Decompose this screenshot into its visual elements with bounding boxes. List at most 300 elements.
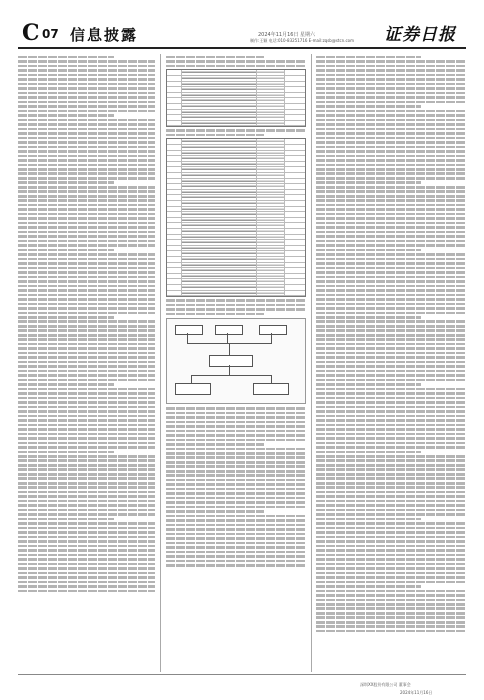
text-line bbox=[316, 226, 466, 229]
text-line bbox=[316, 316, 421, 319]
ownership-structure-diagram bbox=[166, 318, 306, 404]
text-line bbox=[18, 347, 155, 350]
diagram-connector bbox=[227, 333, 228, 343]
text-line bbox=[166, 434, 306, 437]
text-line bbox=[316, 285, 466, 288]
text-line bbox=[18, 110, 155, 113]
text-line bbox=[316, 527, 466, 530]
text-line bbox=[316, 545, 466, 548]
text-line bbox=[316, 410, 466, 413]
text-line bbox=[18, 370, 155, 373]
text-line bbox=[18, 289, 155, 292]
text-line bbox=[316, 235, 466, 238]
text-line bbox=[316, 563, 466, 566]
text-line bbox=[316, 325, 466, 328]
text-line bbox=[316, 415, 466, 418]
text-line bbox=[18, 388, 155, 391]
text-line bbox=[316, 267, 466, 270]
text-line bbox=[316, 392, 466, 395]
text-line bbox=[18, 329, 155, 332]
text-line bbox=[316, 428, 466, 431]
column-1 bbox=[18, 54, 155, 674]
diagram-connector bbox=[229, 343, 230, 355]
text-line bbox=[18, 56, 114, 59]
text-line bbox=[316, 468, 466, 471]
text-line bbox=[316, 406, 466, 409]
text-line bbox=[166, 425, 306, 428]
text-line bbox=[316, 222, 466, 225]
diagram-node bbox=[259, 325, 287, 335]
text-line bbox=[316, 419, 466, 422]
text-line bbox=[18, 316, 114, 319]
text-line bbox=[316, 83, 466, 86]
text-line bbox=[316, 96, 466, 99]
text-line bbox=[316, 150, 466, 153]
text-line bbox=[166, 452, 306, 455]
text-line bbox=[316, 329, 466, 332]
text-line bbox=[18, 186, 155, 189]
text-line bbox=[316, 119, 466, 122]
text-line bbox=[316, 621, 466, 624]
text-line bbox=[18, 576, 155, 579]
text-line bbox=[18, 164, 155, 167]
text-line bbox=[18, 69, 155, 72]
text-line bbox=[18, 374, 155, 377]
text-line bbox=[166, 470, 306, 473]
text-line bbox=[316, 181, 421, 184]
text-line bbox=[166, 308, 306, 311]
text-line bbox=[18, 285, 155, 288]
text-line bbox=[18, 392, 155, 395]
text-line bbox=[18, 554, 155, 557]
text-line bbox=[18, 549, 155, 552]
text-line bbox=[316, 92, 466, 95]
text-line bbox=[316, 128, 466, 131]
text-line bbox=[18, 222, 155, 225]
text-line bbox=[316, 298, 466, 301]
text-line bbox=[316, 146, 466, 149]
section-title: 信息披露 bbox=[70, 26, 139, 44]
text-line bbox=[166, 299, 306, 302]
diagram-connector bbox=[229, 365, 230, 375]
text-line bbox=[166, 313, 264, 316]
text-line bbox=[316, 625, 466, 628]
text-line bbox=[166, 461, 306, 464]
text-line bbox=[316, 334, 466, 337]
text-line bbox=[166, 515, 306, 518]
text-line bbox=[316, 159, 466, 162]
text-line bbox=[18, 585, 155, 588]
text-line bbox=[316, 630, 466, 633]
text-line bbox=[166, 304, 306, 307]
text-line bbox=[316, 370, 466, 373]
text-line bbox=[18, 581, 155, 584]
text-line bbox=[166, 465, 306, 468]
text-line bbox=[18, 231, 155, 234]
text-line bbox=[316, 572, 466, 575]
text-line bbox=[316, 253, 466, 256]
text-line bbox=[316, 289, 466, 292]
text-line bbox=[316, 361, 466, 364]
text-line bbox=[316, 78, 466, 81]
text-line bbox=[166, 488, 306, 491]
table-row bbox=[167, 121, 305, 127]
text-line bbox=[316, 464, 466, 467]
text-line bbox=[18, 572, 155, 575]
text-line bbox=[18, 567, 155, 570]
text-line bbox=[316, 190, 466, 193]
text-line bbox=[18, 181, 114, 184]
text-line bbox=[18, 199, 155, 202]
text-line bbox=[316, 347, 466, 350]
text-line bbox=[18, 531, 155, 534]
text-line bbox=[166, 479, 306, 482]
text-line bbox=[316, 132, 466, 135]
text-line bbox=[18, 513, 155, 516]
text-line bbox=[316, 60, 466, 63]
text-line bbox=[316, 101, 466, 104]
text-line bbox=[166, 65, 306, 68]
text-line bbox=[316, 459, 466, 462]
text-line bbox=[316, 567, 466, 570]
text-line bbox=[166, 510, 264, 513]
text-line bbox=[18, 334, 155, 337]
text-line bbox=[166, 60, 306, 63]
text-line bbox=[18, 486, 155, 489]
text-line bbox=[18, 128, 155, 131]
text-line bbox=[316, 356, 466, 359]
text-line bbox=[18, 78, 155, 81]
text-line bbox=[166, 56, 264, 59]
text-line bbox=[18, 419, 155, 422]
text-line bbox=[166, 134, 264, 137]
text-line bbox=[316, 365, 466, 368]
text-line bbox=[166, 421, 306, 424]
text-line bbox=[18, 563, 155, 566]
text-line bbox=[18, 132, 155, 135]
text-line bbox=[18, 204, 155, 207]
text-line bbox=[18, 468, 155, 471]
text-line bbox=[316, 249, 421, 252]
text-line bbox=[18, 451, 114, 454]
text-line bbox=[316, 607, 466, 610]
text-line bbox=[18, 87, 155, 90]
text-line bbox=[18, 123, 155, 126]
text-line bbox=[316, 388, 466, 391]
text-line bbox=[18, 325, 155, 328]
text-line bbox=[316, 114, 466, 117]
text-line bbox=[316, 186, 466, 189]
text-line bbox=[316, 312, 466, 315]
text-line bbox=[18, 415, 155, 418]
text-line bbox=[316, 65, 466, 68]
diagram-connector bbox=[191, 375, 192, 383]
text-line bbox=[316, 204, 466, 207]
text-line bbox=[316, 280, 466, 283]
text-line bbox=[166, 533, 306, 536]
text-line bbox=[18, 101, 155, 104]
text-line bbox=[18, 545, 155, 548]
text-line bbox=[166, 501, 306, 504]
diagram-connector bbox=[191, 375, 271, 376]
newspaper-logo: 证券日报 bbox=[384, 25, 456, 45]
text-line bbox=[18, 276, 155, 279]
text-line bbox=[316, 208, 466, 211]
text-line bbox=[316, 486, 466, 489]
text-line bbox=[316, 549, 466, 552]
text-line bbox=[18, 352, 155, 355]
text-line bbox=[166, 551, 306, 554]
text-line bbox=[166, 564, 306, 567]
text-line bbox=[316, 217, 466, 220]
text-line bbox=[316, 500, 466, 503]
text-line bbox=[18, 504, 155, 507]
text-line bbox=[166, 448, 306, 451]
text-line bbox=[316, 199, 466, 202]
page-header bbox=[0, 0, 484, 46]
text-line bbox=[18, 343, 155, 346]
text-line bbox=[18, 406, 155, 409]
text-line bbox=[18, 500, 155, 503]
text-line bbox=[18, 177, 155, 180]
text-line bbox=[166, 430, 306, 433]
text-line bbox=[18, 356, 155, 359]
text-line bbox=[18, 60, 155, 63]
footer-date: 2024年11月16日 bbox=[400, 690, 433, 695]
text-line bbox=[18, 590, 155, 593]
text-line bbox=[316, 240, 466, 243]
text-line bbox=[316, 504, 466, 507]
text-line bbox=[166, 546, 306, 549]
text-line bbox=[166, 528, 306, 531]
text-line bbox=[316, 603, 466, 606]
text-line bbox=[316, 585, 421, 588]
text-line bbox=[18, 280, 155, 283]
text-line bbox=[18, 338, 155, 341]
text-line bbox=[18, 235, 155, 238]
text-line bbox=[18, 226, 155, 229]
diagram-node bbox=[215, 325, 243, 335]
text-line bbox=[18, 307, 155, 310]
diagram-node bbox=[253, 383, 289, 395]
text-line bbox=[18, 464, 155, 467]
text-line bbox=[18, 379, 155, 382]
text-line bbox=[18, 65, 155, 68]
text-line bbox=[316, 307, 466, 310]
text-line bbox=[316, 495, 466, 498]
text-line bbox=[316, 446, 466, 449]
text-line bbox=[18, 298, 155, 301]
text-line bbox=[18, 249, 114, 252]
text-line bbox=[316, 379, 466, 382]
text-line bbox=[316, 168, 466, 171]
text-line bbox=[316, 338, 466, 341]
text-line bbox=[316, 513, 466, 516]
text-line bbox=[316, 262, 466, 265]
diagram-node bbox=[175, 383, 211, 395]
text-line bbox=[166, 439, 306, 442]
text-line bbox=[316, 424, 466, 427]
text-line bbox=[18, 473, 155, 476]
text-line bbox=[316, 303, 466, 306]
text-line bbox=[18, 190, 155, 193]
text-line bbox=[18, 240, 155, 243]
text-line bbox=[316, 374, 466, 377]
text-line bbox=[18, 437, 155, 440]
section-letter: C bbox=[22, 20, 39, 46]
text-line bbox=[18, 105, 155, 108]
text-line bbox=[18, 155, 155, 158]
text-line bbox=[316, 123, 466, 126]
text-line bbox=[166, 542, 306, 545]
text-line bbox=[18, 146, 155, 149]
text-line bbox=[316, 437, 466, 440]
text-line bbox=[166, 474, 306, 477]
text-line bbox=[18, 74, 155, 77]
text-line bbox=[18, 477, 155, 480]
text-line bbox=[18, 294, 155, 297]
text-line bbox=[316, 352, 466, 355]
text-line bbox=[316, 590, 466, 593]
text-line bbox=[18, 83, 155, 86]
text-line bbox=[18, 540, 155, 543]
text-line bbox=[18, 172, 155, 175]
text-line bbox=[316, 244, 466, 247]
text-line bbox=[316, 258, 466, 261]
text-line bbox=[18, 217, 155, 220]
text-line bbox=[316, 491, 466, 494]
holdings-table bbox=[166, 69, 306, 127]
text-line bbox=[18, 527, 155, 530]
header-rule bbox=[18, 47, 466, 49]
text-line bbox=[316, 105, 421, 108]
text-line bbox=[316, 433, 466, 436]
text-line bbox=[316, 397, 466, 400]
text-line bbox=[166, 129, 306, 132]
text-line bbox=[18, 424, 155, 427]
table-row bbox=[167, 291, 305, 297]
text-line bbox=[18, 433, 155, 436]
footer-rule bbox=[18, 674, 466, 675]
text-line bbox=[18, 320, 155, 323]
text-line bbox=[316, 522, 466, 525]
text-line bbox=[18, 119, 155, 122]
text-line bbox=[18, 397, 155, 400]
text-line bbox=[316, 271, 466, 274]
text-line bbox=[316, 110, 466, 113]
text-line bbox=[316, 383, 421, 386]
text-line bbox=[316, 482, 466, 485]
contact-info: 制作:王颖 电话:010-83251716 E-mail:zqsb@stcn.com bbox=[250, 38, 355, 43]
text-line bbox=[18, 137, 155, 140]
text-line bbox=[316, 540, 466, 543]
text-line bbox=[18, 262, 155, 265]
text-line bbox=[316, 451, 421, 454]
text-line bbox=[316, 536, 466, 539]
text-line bbox=[316, 276, 466, 279]
text-line bbox=[18, 150, 155, 153]
diagram-node bbox=[175, 325, 203, 335]
text-line bbox=[18, 208, 155, 211]
issue-date: 2024年11月16日 星期六 bbox=[258, 32, 316, 38]
footer-company: 深圳XX股份有限公司 董事会 bbox=[360, 682, 411, 687]
shareholder-table bbox=[166, 138, 306, 297]
text-line bbox=[18, 522, 155, 525]
text-line bbox=[18, 244, 155, 247]
text-line bbox=[166, 492, 306, 495]
text-line bbox=[316, 401, 466, 404]
text-line bbox=[166, 483, 306, 486]
text-line bbox=[18, 267, 155, 270]
text-line bbox=[18, 509, 155, 512]
text-line bbox=[18, 446, 155, 449]
text-line bbox=[316, 320, 466, 323]
text-line bbox=[316, 477, 466, 480]
text-line bbox=[18, 271, 155, 274]
text-line bbox=[316, 581, 466, 584]
text-line bbox=[18, 455, 155, 458]
text-line bbox=[166, 524, 306, 527]
text-line bbox=[18, 495, 155, 498]
text-line bbox=[166, 456, 306, 459]
text-line bbox=[316, 172, 466, 175]
text-line bbox=[316, 69, 466, 72]
text-line bbox=[18, 491, 155, 494]
text-line bbox=[166, 537, 306, 540]
text-line bbox=[18, 168, 155, 171]
text-line bbox=[316, 612, 466, 615]
text-line bbox=[18, 401, 155, 404]
diagram-node bbox=[209, 355, 253, 367]
text-line bbox=[166, 560, 306, 563]
text-line bbox=[316, 74, 466, 77]
section-number: 07 bbox=[42, 27, 59, 41]
column-3 bbox=[316, 54, 466, 674]
text-line bbox=[18, 518, 114, 521]
text-line bbox=[316, 518, 421, 521]
text-line bbox=[18, 141, 155, 144]
text-line bbox=[18, 410, 155, 413]
text-line bbox=[18, 159, 155, 162]
text-line bbox=[316, 294, 466, 297]
text-line bbox=[18, 114, 114, 117]
text-line bbox=[316, 509, 466, 512]
text-line bbox=[18, 92, 155, 95]
text-line bbox=[18, 213, 155, 216]
text-line bbox=[18, 195, 155, 198]
text-line bbox=[18, 558, 155, 561]
text-line bbox=[18, 442, 155, 445]
column-divider bbox=[160, 54, 161, 672]
text-line bbox=[166, 416, 306, 419]
column-2 bbox=[166, 54, 306, 674]
text-line bbox=[18, 428, 155, 431]
text-line bbox=[166, 412, 306, 415]
text-line bbox=[316, 56, 421, 59]
text-line bbox=[18, 312, 155, 315]
text-line bbox=[166, 519, 306, 522]
text-line bbox=[18, 253, 155, 256]
text-line bbox=[316, 616, 466, 619]
text-line bbox=[316, 343, 466, 346]
text-line bbox=[316, 531, 466, 534]
text-line bbox=[316, 455, 466, 458]
text-line bbox=[166, 497, 306, 500]
text-line bbox=[316, 177, 466, 180]
text-line bbox=[18, 459, 155, 462]
text-line bbox=[316, 213, 466, 216]
text-line bbox=[18, 482, 155, 485]
